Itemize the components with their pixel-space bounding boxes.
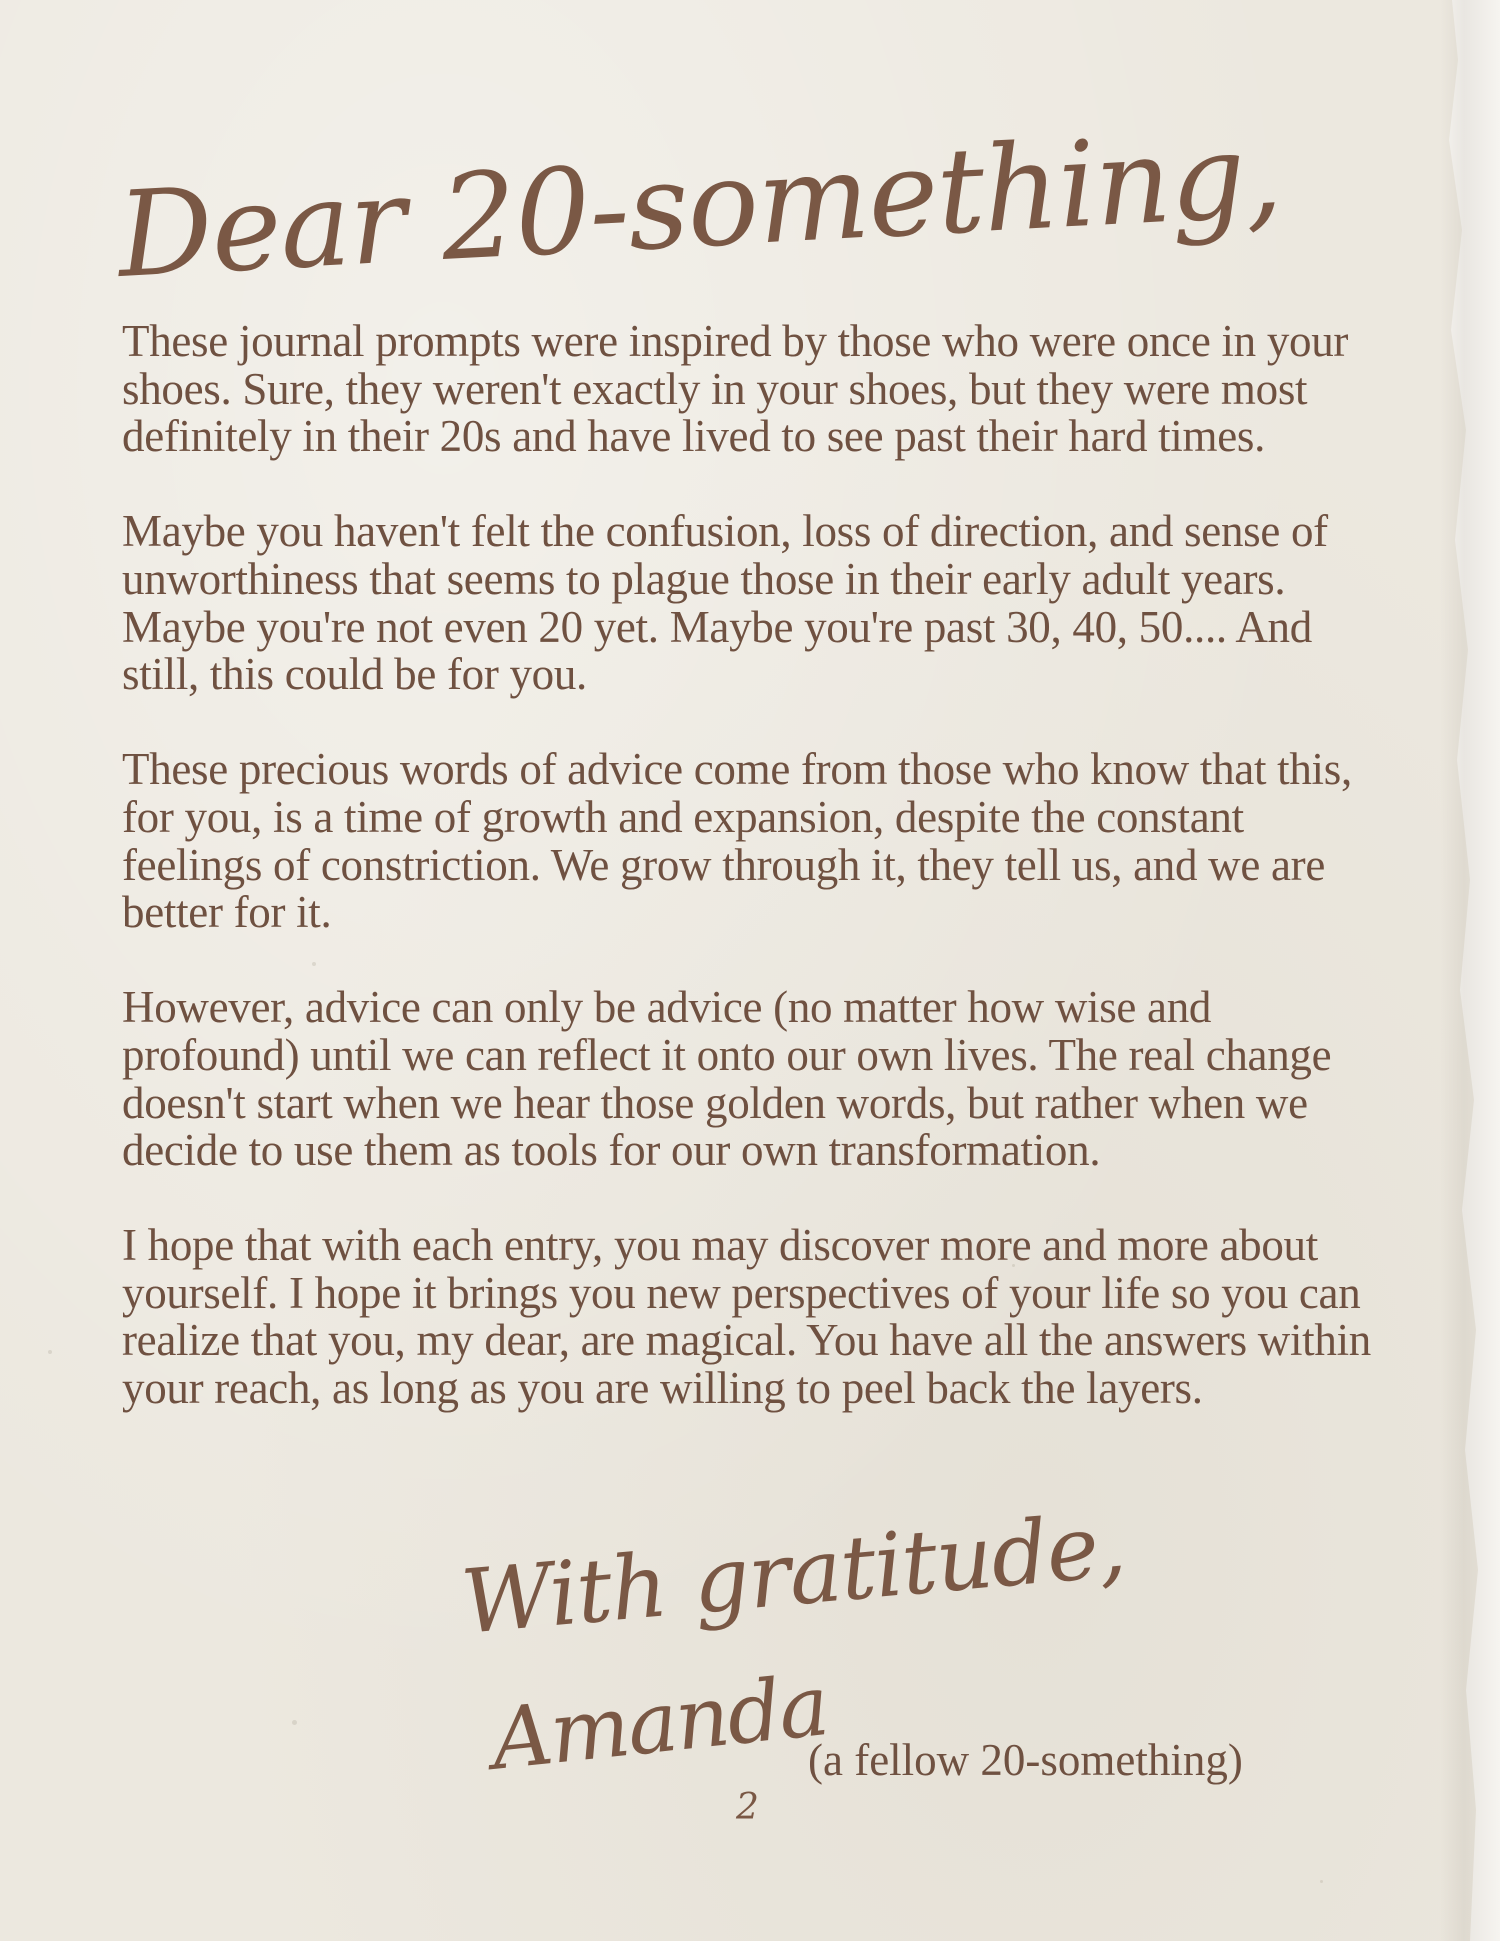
signature: Amanda: [486, 1656, 832, 1789]
letter-paragraph: These journal prompts were inspired by those who were once in your shoes. Sure, they weren't exactly in your shoes, but they were most definitely in their 20s and have lived to see past their hard times.: [122, 316, 1349, 462]
letter-paragraph: However, advice can only be advice (no matter how wise and profound) until we can reflect it onto our own lives. The real change doesn't start when we hear those golden words, but rather when we decide to use them as tools for our own transformation.: [122, 982, 1332, 1176]
letter-salutation: Dear 20-something,: [114, 105, 1285, 304]
letter-body: [122, 318, 1382, 1413]
letter-paragraph: I hope that with each entry, you may discover more and more about yourself. I hope it brings you new perspectives of your life so you can realize that you, my dear, are magical. You have all the answers within your reach, as long as you are willing to peel back the layers.: [122, 1220, 1371, 1414]
letter-paragraph: These precious words of advice come from those who know that this, for you, is a time of growth and expansion, despite the constant feelings of constriction. We grow through it, they tell us, and we are better for it.: [122, 744, 1352, 938]
page-number: 2: [736, 1787, 759, 1828]
signature-note: (a fellow 20-something): [808, 1735, 1243, 1785]
letter-paragraph: Maybe you haven't felt the confusion, loss of direction, and sense of unworthiness that seems to plague those in their early adult years. Maybe you're not even 20 yet. Maybe you're past 30, 40, 50.... And still, this could be for you.: [122, 506, 1328, 700]
paper-edge-shadow: [1440, 0, 1500, 1941]
letter-closing: With gratitude,: [457, 1493, 1129, 1654]
